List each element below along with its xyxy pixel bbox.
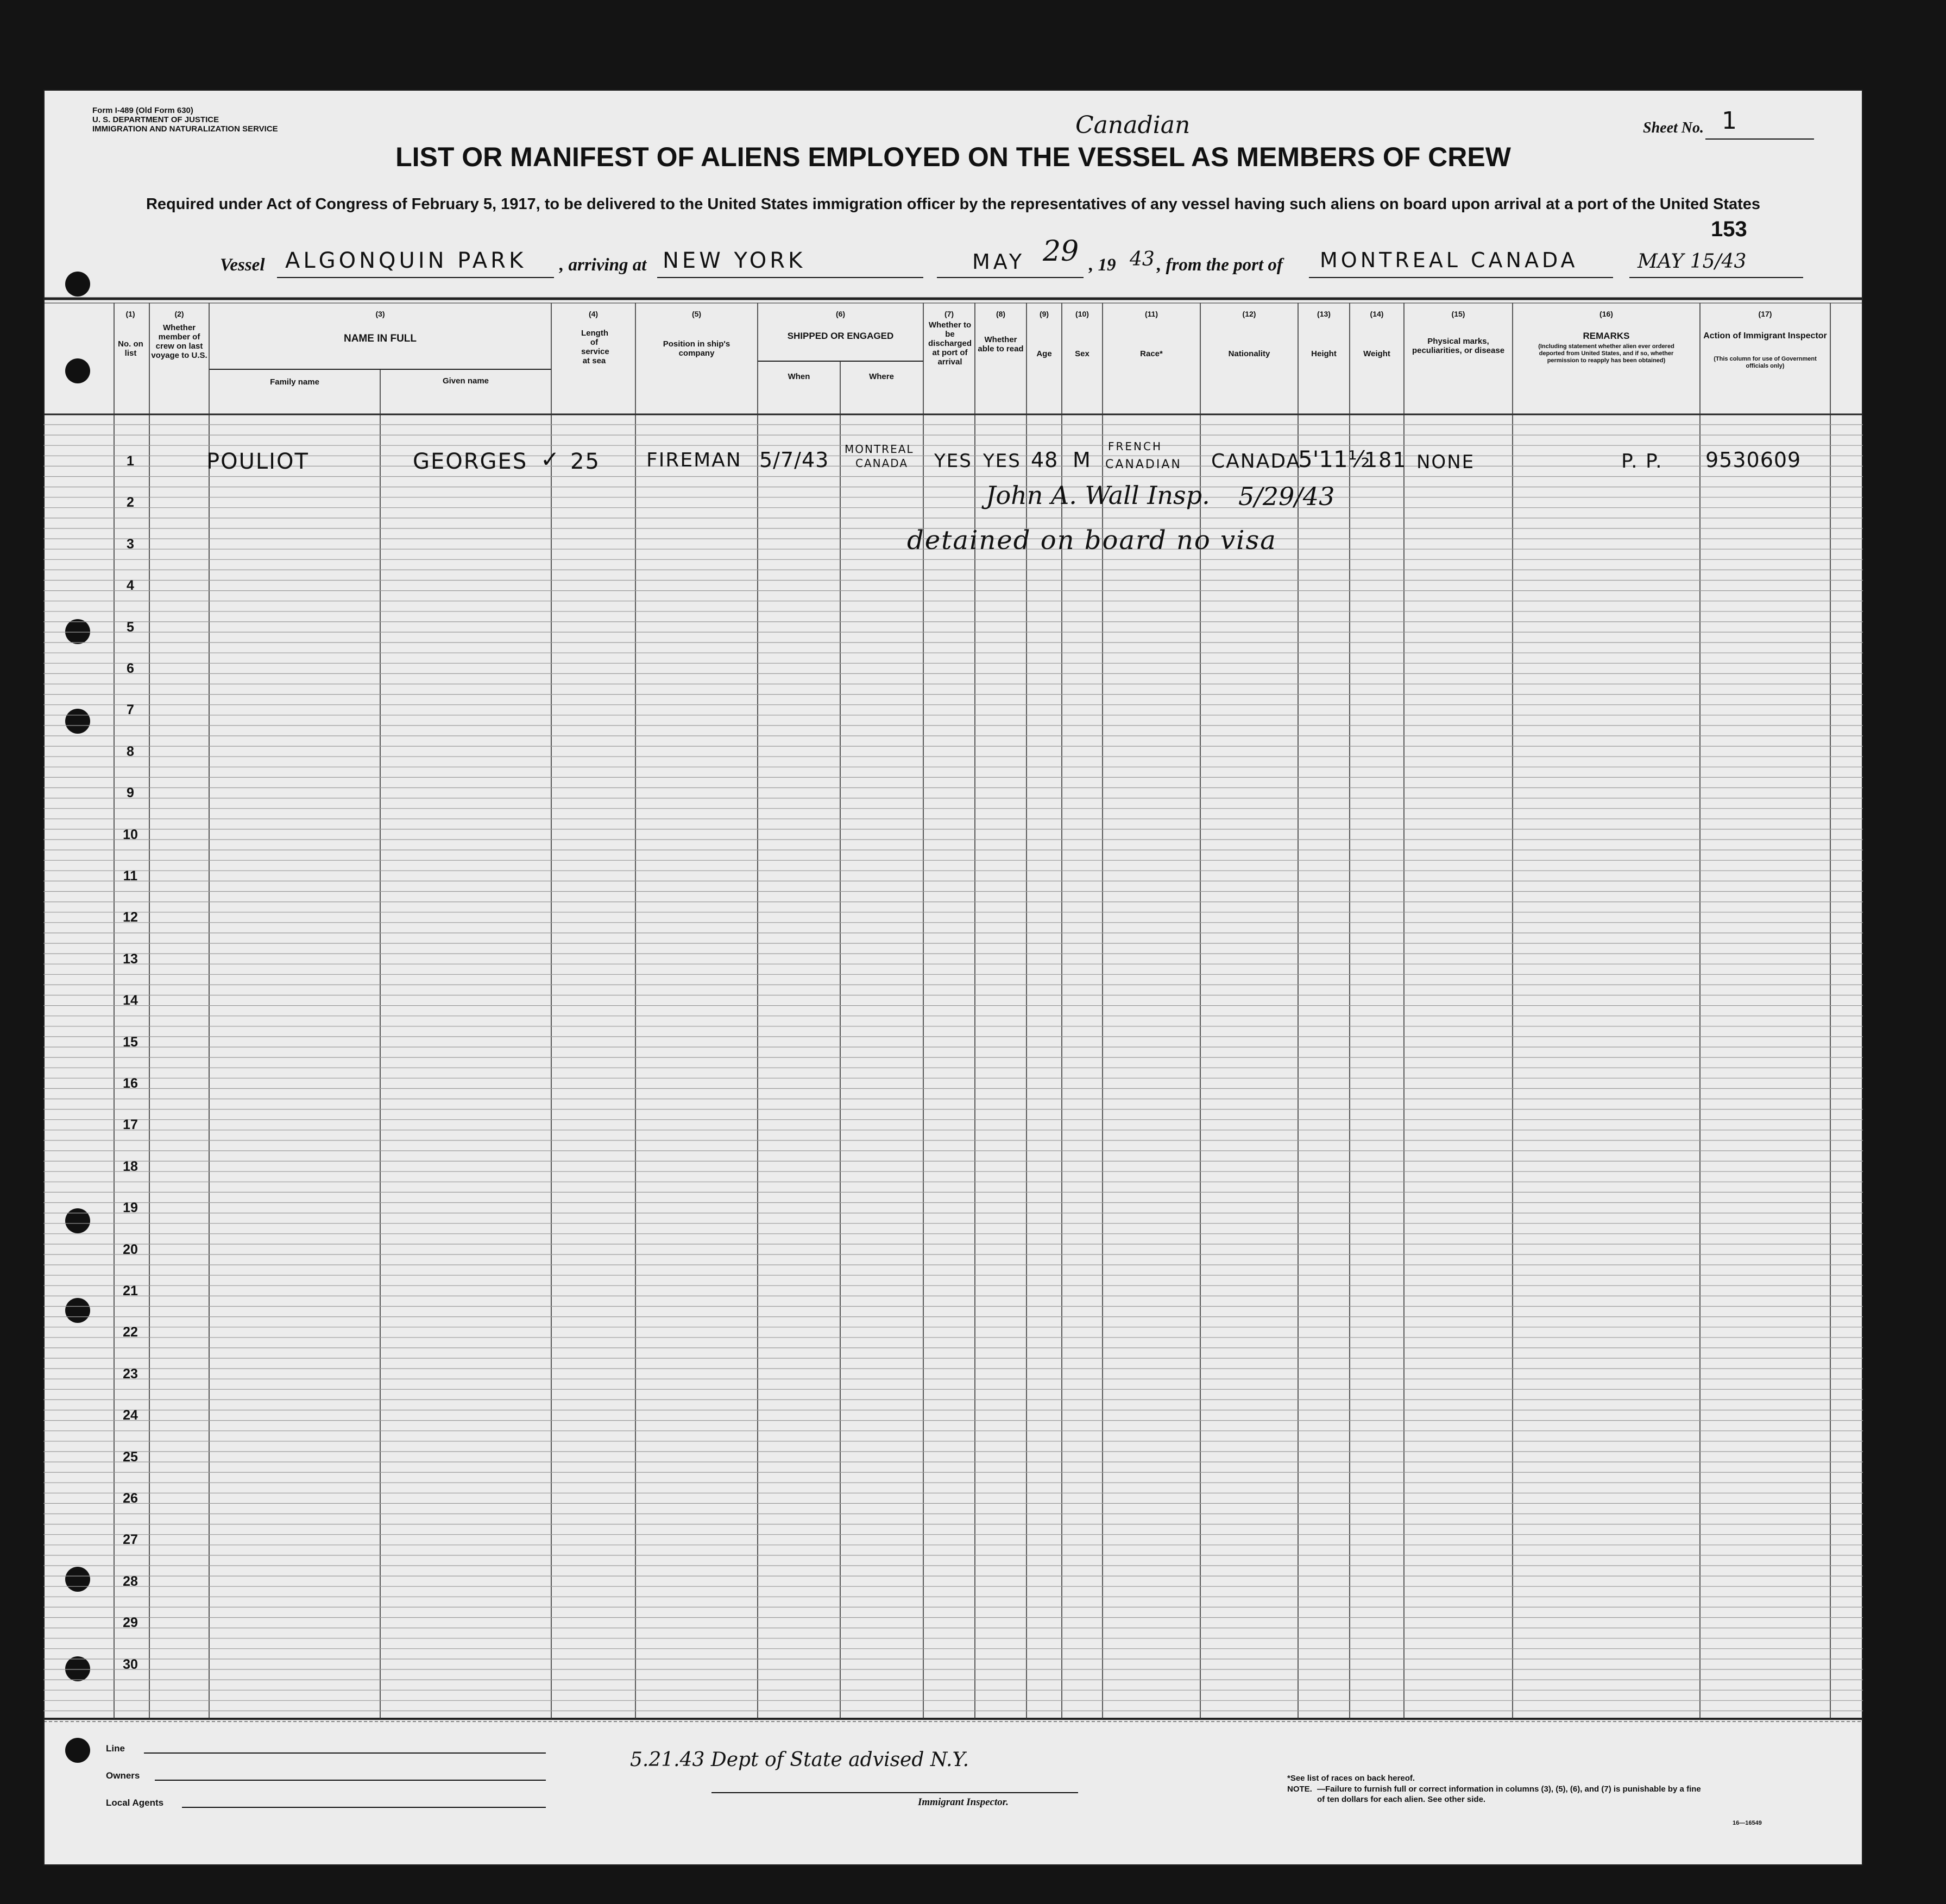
col-header-name: NAME IN FULL [343, 333, 417, 344]
arrival-month: MAY [972, 250, 1025, 274]
arriving-label: , arriving at [559, 255, 647, 275]
form-id-line: Form I-489 (Old Form 630) [92, 106, 193, 115]
col-header-age: Age [1036, 349, 1052, 358]
entry-marks: NONE [1416, 451, 1475, 473]
row-number: 20 [123, 1241, 138, 1257]
note-label: NOTE. [1287, 1785, 1312, 1794]
arrival-port: NEW YORK [663, 248, 806, 273]
entry-race-1: FRENCH [1108, 440, 1163, 453]
col-header-no: No. on list [118, 339, 143, 358]
check-mark: ✓ [540, 446, 561, 472]
row-number: 10 [123, 827, 138, 842]
entry-age: 48 [1031, 448, 1059, 472]
col-header-remarks: REMARKS [1583, 331, 1630, 341]
form-code: 16—16549 [1733, 1820, 1762, 1826]
row-number: 12 [123, 910, 138, 925]
column-number: (17) [1758, 310, 1772, 318]
entry-nationality: CANADA [1211, 450, 1301, 472]
entry-height: 5'11½ [1298, 446, 1370, 472]
col-header-family-name: Family name [270, 377, 319, 387]
column-number: (2) [174, 310, 184, 318]
row-number: 21 [123, 1283, 138, 1298]
col-header-physical-marks: Physical marks, peculiarities, or disease [1412, 337, 1505, 355]
row-number: 19 [123, 1200, 138, 1216]
col-header-race: Race* [1140, 349, 1163, 358]
column-number: (10) [1075, 310, 1089, 318]
column-number: (11) [1144, 310, 1158, 318]
row-number: 1 [127, 453, 134, 469]
row-number: 28 [123, 1573, 138, 1589]
manifest-sheet [43, 90, 1863, 1865]
column-number: (7) [944, 310, 954, 318]
row-number: 5 [127, 619, 134, 635]
row-number: 15 [123, 1034, 138, 1050]
immigrant-inspector-label: Immigrant Inspector. [918, 1796, 1009, 1808]
col-header-weight: Weight [1363, 349, 1390, 358]
page-number: 153 [1711, 217, 1747, 241]
col-header-crew: Whether member of crew on last voyage to U.S. [151, 323, 207, 360]
row-number: 18 [123, 1158, 138, 1174]
arrival-day: 29 [1043, 235, 1079, 268]
row-number: 7 [127, 702, 134, 718]
col-header-nationality: Nationality [1228, 349, 1270, 358]
col-header-discharged: Whether to be discharged at port of arrival [928, 320, 972, 367]
local-agents-label: Local Agents [106, 1798, 164, 1808]
row-number: 13 [123, 951, 138, 967]
title-insert: Canadian [1075, 111, 1191, 139]
column-number: (13) [1317, 310, 1331, 318]
col-header-remarks-note: (Including statement whether alien ever ordered deported from United States, and if so, whether permission to reapply has been obtained) [1538, 343, 1674, 364]
entry-action-number: 9530609 [1705, 448, 1802, 472]
row-number: 29 [123, 1615, 138, 1631]
entry-given-name: GEORGES [413, 449, 528, 474]
form-id-line: IMMIGRATION AND NATURALIZATION SERVICE [92, 124, 278, 134]
page-title: LIST OR MANIFEST OF ALIENS EMPLOYED ON THE VESSEL AS MEMBERS OF CREW [395, 142, 1511, 172]
departure-port: MONTREAL CANADA [1320, 248, 1578, 272]
col-header-read: Whether able to read [978, 335, 1024, 354]
owners-label: Owners [106, 1770, 140, 1781]
column-number: (16) [1599, 310, 1613, 318]
from-port-label: , from the port of [1157, 255, 1283, 275]
col-header-action-note: (This column for use of Government officials only) [1714, 356, 1817, 369]
col-header-position: Position in ship's company [663, 339, 730, 358]
column-number: (14) [1370, 310, 1384, 318]
departure-date: MAY 15/43 [1638, 250, 1747, 273]
row-number: 22 [123, 1325, 138, 1340]
col-header-service: Length of service at sea [581, 329, 609, 365]
entry-discharged: YES [934, 450, 972, 472]
row-number: 9 [127, 785, 134, 801]
penalty-note: —Failure to furnish full or correct information in columns (3), (5), (6), and (7) is punishable by a fine of ten dollars for each alien. See other side. [1317, 1785, 1701, 1804]
sheet-number-label: Sheet No. [1643, 119, 1704, 136]
column-number: (4) [588, 310, 599, 318]
col-header-sex: Sex [1075, 349, 1089, 358]
line-label: Line [106, 1743, 125, 1754]
row-number: 26 [123, 1491, 138, 1506]
entry-weight: 181 [1364, 448, 1407, 472]
row-number: 25 [123, 1449, 138, 1465]
entry-remarks: P. P. [1621, 450, 1663, 472]
vessel-label: Vessel [220, 255, 265, 275]
column-number: (1) [125, 310, 135, 318]
entry-where-1: MONTREAL [845, 443, 914, 456]
entry-position: FIREMAN [646, 449, 742, 471]
column-number: (9) [1039, 310, 1049, 318]
dept-advised-note: 5.21.43 Dept of State advised N.Y. [630, 1749, 969, 1771]
col-header-height: Height [1311, 349, 1337, 358]
inspector-date: 5/29/43 [1238, 482, 1335, 511]
col-header-shipped: SHIPPED OR ENGAGED [787, 331, 894, 341]
year-prefix: , 19 [1089, 255, 1116, 275]
row-number: 17 [123, 1117, 138, 1133]
row-number: 14 [123, 993, 138, 1008]
col-header-given-name: Given name [442, 376, 489, 386]
row-number: 6 [127, 661, 134, 676]
entry-when: 5/7/43 [759, 448, 829, 472]
row-number: 30 [123, 1656, 138, 1672]
column-number: (8) [996, 310, 1006, 318]
row-number: 24 [123, 1408, 138, 1423]
col-header-action: Action of Immigrant Inspector [1703, 331, 1827, 341]
row-number: 16 [123, 1076, 138, 1091]
row-number: 4 [127, 578, 134, 594]
col-header-where: Where [869, 372, 894, 381]
row-number: 27 [123, 1532, 138, 1548]
column-number: (5) [691, 310, 702, 318]
detained-note: detained on board no visa [907, 525, 1277, 556]
form-id-line: U. S. DEPARTMENT OF JUSTICE [92, 115, 219, 124]
entry-race-2: CANADIAN [1105, 458, 1182, 471]
entry-sex: M [1073, 448, 1092, 472]
races-note: *See list of races on back hereof. [1287, 1774, 1415, 1783]
entry-where-2: CANADA [855, 457, 909, 470]
row-number: 8 [127, 743, 134, 759]
column-number: (6) [835, 310, 846, 318]
entry-family-name: POULIOT [206, 449, 309, 474]
vessel-name: ALGONQUIN PARK [285, 248, 527, 273]
row-number: 11 [123, 868, 138, 884]
column-number: (15) [1451, 310, 1465, 318]
page-subtitle: Required under Act of Congress of February 5, 1917, to be delivered to the United States immigration officer by the representatives of any vessel having such aliens on board upon arrival at a port of the United States [146, 196, 1761, 213]
entry-read: YES [983, 450, 1021, 472]
year-suffix: 43 [1130, 248, 1155, 270]
inspector-signature: John A. Wall Insp. [986, 481, 1210, 510]
sheet-number: 1 [1722, 107, 1740, 135]
column-number: (3) [375, 310, 385, 318]
row-number: 3 [127, 536, 134, 552]
col-header-when: When [788, 372, 810, 381]
row-number: 2 [127, 495, 134, 510]
entry-service: 25 [570, 449, 600, 474]
column-number: (12) [1242, 310, 1256, 318]
row-number: 23 [123, 1366, 138, 1382]
